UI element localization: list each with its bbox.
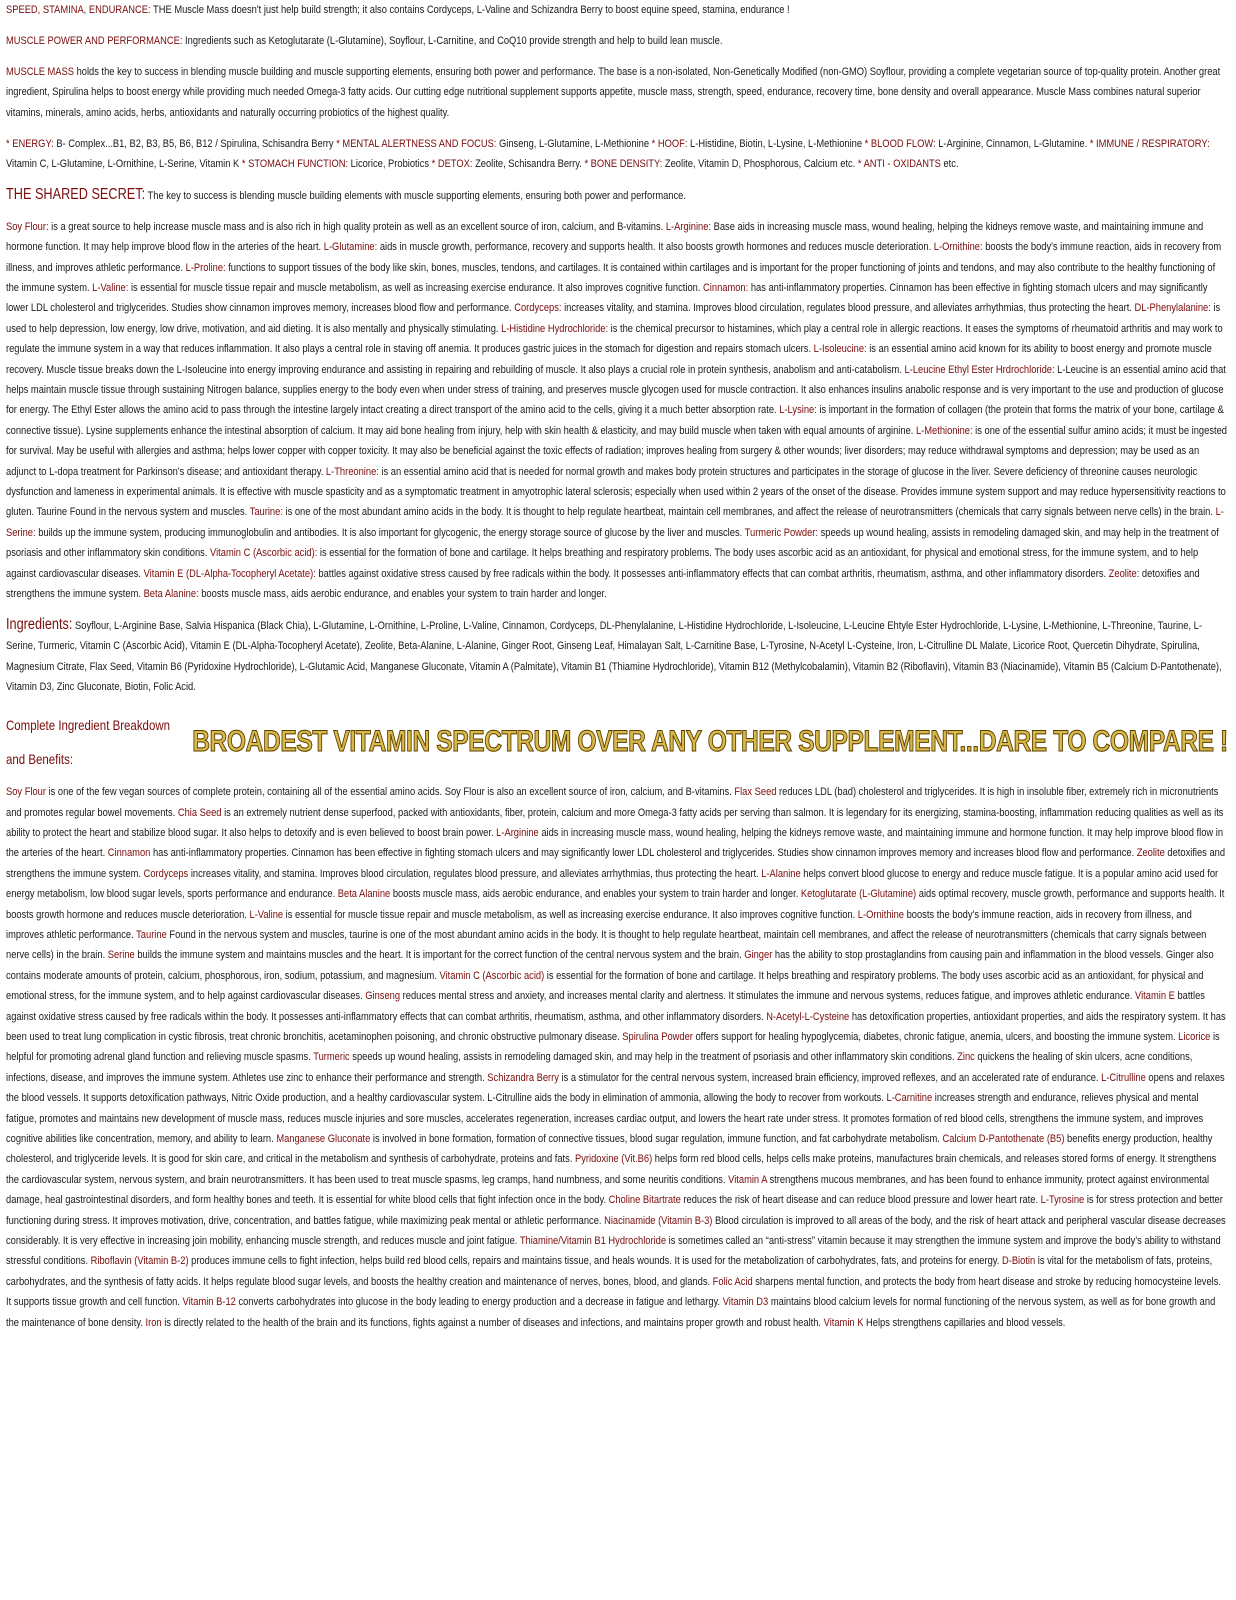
complete-description: Found in the nervous system and muscles, taurine is one of the most abundant amino acids in the body. It is thought to help regulate heartbeat, maintain cell membranes, and affect the release of neurotransmitters (chemicals that carry signals between nerve cells) in the brain. [6,928,1207,962]
complete-term: L-Carnitine [886,1092,933,1105]
shared-description: is essential for muscle tissue repair and muscle metabolism, as well as increasing exercise endurance. It also improves cognitive function. [128,281,704,294]
benefits-paragraph [6,134,1228,175]
shared-description: is the chemical precursor to histamines, which play a central role in allergic reactions. It eases the symptoms of rheumatoid arthritis and may work to regulate the immune system in a way that reduces inflammation. It also plays a central role in staving off anemia. It produces gastric juices in the stomach for digestion and repairs stomach ulcers. [6,322,1223,356]
speed-paragraph [6,0,1228,20]
complete-term: Vitamin C (Ascorbic acid) [439,969,545,982]
complete-term: Serine [107,949,135,962]
complete-term: Calcium D-Pantothenate (B5) [942,1133,1065,1145]
shared-term: Turmeric Powder: [744,526,819,539]
shared-description: battles against oxidative stress caused by free radicals within the body. It possesses anti-inflammatory effects that can combat arthritis, rheumatism, asthma, and other inflammatory disorders. [315,567,1109,580]
shared-term: L-Arginine: [665,220,712,233]
complete-term: Schizandra Berry [487,1071,559,1084]
complete-description: helps form red blood cells, helps cells make proteins, manufactures brain chemicals, and releases stored forms of energy. It strengthens the cardiovascular system, nervous system, and brain neurotransmitters. It has been used to treat muscle spasms, leg cramps, hand numbness, and some neuritis conditions. [6,1153,1217,1186]
benefits-description: etc. [940,157,959,170]
shared-term: Soy Flour: [6,220,49,233]
complete-description: reduces mental stress and anxiety, and increases mental clarity and alertness. It stimulates the immune and nervous systems, reduces fatigue, and improves athletic endurance. [400,990,1136,1003]
benefits-term: * ANTI - OXIDANTS [857,157,941,170]
complete-description: boosts muscle mass, aids aerobic endurance, and enables your system to train harder and longer. [390,888,801,901]
complete-description: is involved in bone formation, formation of connective tissues, blood sugar regulation, immune function, and fat carbohydrate metabolism. [370,1133,943,1145]
benefits-term: * ENERGY: [6,137,54,150]
shared-description: detoxifies and strengthens the immune system. [6,567,1200,601]
complete-term: Vitamin B-12 [182,1296,236,1309]
complete-description: is one of the few vegan sources of complete protein, containing all of the essential amino acids. Soy Flour is also an excellent source of iron, calcium, and B-vitamins. [45,786,735,799]
ingredients-heading: Ingredients: [6,615,73,633]
complete-description: is an extremely nutrient dense superfood, packed with antioxidants, fiber, protein, calcium and more Omega-3 fatty acids per serving than salmon. It is legendary for its energizing, stamina-boosting, inflammation reducing qualities as well as its ability to protect the heart and stabilize blood sugar. It also helps to detoxify and is even believed to boost brain power. [6,806,1224,839]
shared-term: Cinnamon: [703,281,749,294]
complete-description: produces immune cells to fight infection, helps build red blood cells, repairs and maintains tissue, and heals wounds. It is used for the metabolization of carbohydrates, fats, and proteins for energy. [188,1255,1002,1268]
shared-term: DL-Phenylalanine: [1134,302,1211,315]
benefits-description: Zeolite, Schisandra Berry. [472,157,585,170]
shared-description: boosts muscle mass, aids aerobic endurance, and enables your system to train harder and longer. [198,588,607,601]
ingredients-paragraph [6,615,1228,698]
shared-description: is one of the most abundant amino acids in the body. It is thought to help regulate heartbeat, maintain cell membranes, and affect the release of neurotransmitters (chemicals that carry signals between nerve cells) in the brain. [282,506,1216,519]
complete-description: is a stimulator for the central nervous system, increased brain efficiency, improved reflexes, and an accelerated rate of endurance. [558,1071,1102,1084]
complete-description: converts carbohydrates into glucose in the body leading to energy production and a decrease in fatigue and lethargy. [235,1296,723,1309]
complete-term: L-Alanine [761,867,801,880]
complete-description: opens and relaxes the blood vessels. It supports detoxification pathways, Nitric Oxide production, and a healthy cardiovascular system. L-Citrulline aids the body in elimination of ammonia, allowing the body to recover from workouts. [6,1071,1225,1105]
complete-term: Taurine [136,928,167,941]
shared-term: L-Glutamine: [323,241,378,254]
complete-term: Vitamin K [823,1316,864,1329]
shared-term: L-Proline: [185,261,226,274]
shared-description: speeds up wound healing, assists in remodeling damaged skin, and may help in the treatment of psoriasis and other inflammatory skin conditions. [6,526,1219,560]
shared-term: Cordyceps: [514,302,562,315]
complete-description: sharpens mental function, and protects the body from heart disease and stroke by reducing homocysteine levels. It supports tissue growth and cell function. [6,1275,1221,1309]
benefits-description: Vitamin C, L-Glutamine, L-Ornithine, L-Serine, Vitamin K [6,157,242,170]
complete-term: Turmeric [313,1051,350,1064]
mass-heading: MUSCLE MASS [6,65,74,78]
complete-term: Zeolite [1136,847,1165,860]
complete-description: builds the immune system and maintains muscles and the heart. It is important for the correct function of the central nervous system and the brain. [134,949,745,962]
complete-description: is sometimes called an “anti-stress” vitamin because it may strengthen the immune system and improve the body's ability to withstand stressful conditions. [6,1235,1221,1268]
shared-description: is one of the essential sulfur amino acids; it must be ingested for survival. May be useful with allergies and asthma; helps lower copper with copper toxicity. It may also be beneficial against the toxic effects of radiation; improves healing from surgery & other wounds; liver disorders; may reduce withdrawal symptoms and depression; may be used as an adjunct to L-dopa treatment for Parkinson's disease; and antioxidant therapy. [6,424,1227,478]
breakdown-heading: Complete Ingredient Breakdown and Benefits: [6,717,171,768]
shared-term: Taurine: [249,506,283,519]
complete-description: offers support for healing hypoglycemia, diabetes, chronic fatigue, anemia, ulcers, and boosting the immune system. [692,1030,1179,1043]
shared-term: L-Isoleucine: [813,343,867,356]
shared-description: has anti-inflammatory properties. Cinnamon has been effective in fighting stomach ulcers and may significantly lower LDL cholesterol and triglycerides. Studies show cinnamon improves memory, increases blood flow and performance. [6,281,1208,315]
shared-description: boosts the body's immune reaction, aids in recovery from illness, and improves athletic performance. [6,241,1222,274]
complete-term: L-Arginine [496,826,539,839]
complete-description: quickens the healing of skin ulcers, acne conditions, infections, disease, and improves the immune system. Athletes use zinc to enhance their performance and strength. [6,1051,1193,1084]
complete-description: strengthens mucous membranes, and has been found to enhance immunity, protect against environmental damage, heal gastrointestinal disorders, and form healthy bones and teeth. It is essential for white blood cells that fight infection once in the body. [6,1173,1210,1207]
secret-text: The key to success is blending muscle building elements with muscle supporting elements, ensuring both power and performance. [145,189,686,202]
complete-description: Blood circulation is improved to all areas of the body, and the risk of heart attack and peripheral vascular disease decreases considerably. It is very effective in increasing join mobility, enhancing muscle strength, and reduces muscle and joint fatigue. [6,1214,1226,1248]
power-text: Ingredients such as Ketoglutarate (L-Glutamine), Soyflour, L-Carnitine, and CoQ10 provide strength and help to build lean muscle. [182,34,723,47]
shared-term: Zeolite: [1108,567,1140,580]
complete-description: has detoxification properties, antioxidant properties, and aids the respiratory system. It has been used to treat lung complication in cystic fibrosis, treat chronic bronchitis, acetaminophen poisoning, and chronic obstructive pulmonary disease. [6,1010,1226,1043]
complete-term: L-Ornithine [857,908,904,921]
shared-description: builds up the immune system, producing immunoglobulin and antibodies. It is also important for glycogenic, the energy storage source of glucose by the liver and muscles. [35,526,745,539]
shared-term: Vitamin E (DL-Alpha-Tocopheryl Acetate): [143,567,316,580]
complete-term: Cinnamon [107,847,151,860]
power-paragraph [6,31,1228,51]
complete-description: has the ability to stop prostaglandins from causing pain and inflammation in the blood vessels. Ginger also contains moderate amounts of protein, calcium, phosphorous, iron, sodium, potassium, and magnesium. [6,949,1214,982]
shared-description: functions to support tissues of the body like skin, bones, muscles, tendons, and cartilages. It is contained within cartilages and is important for the proper functioning of joints and tendons, and may also contribute to the healthy functioning of the immune system. [6,261,1216,294]
complete-description: is helpful for promoting adrenal gland function and relieving muscle spasms. [6,1030,1220,1064]
shared-description: Base aids in increasing muscle mass, wound healing, helping the kidneys remove waste, and maintaining immune and hormone function. It may help improve blood flow in the arteries of the heart. [6,220,1204,254]
shared-description: is important in the formation of collagen (the protein that forms the matrix of your bone, cartilage & connective tissue). Lysine supplements enhance the intestinal absorption of calcium. It may aid bone healing from injury, help with skin health & elasticity, and may build muscle when taken with equal amounts of arginine. [6,404,1224,437]
benefits-term: * STOMACH FUNCTION: [241,157,349,170]
complete-term: Ginseng [365,990,401,1003]
shared-term: Vitamin C (Ascorbic acid): [210,547,318,560]
complete-term: Pyridoxine (Vit.B6) [575,1153,653,1166]
benefits-term: * HOOF: [651,137,688,150]
shared-secret-details [6,217,1228,605]
complete-description: is vital for the metabolism of fats, proteins, carbohydrates, and the synthesis of fatty acids. It helps regulate blood sugar levels, and boosts the healthy creation and maintenance of nerves, bones, blood, and glands. [6,1255,1213,1288]
benefits-description: B- Complex...B1, B2, B3, B5, B6, B12 / Spirulina, Schisandra Berry [53,137,337,150]
benefits-term: * BONE DENSITY: [584,157,663,170]
complete-description: Helps strengthens capillaries and blood vessels. [863,1316,1066,1329]
shared-term: L-Threonine: [325,465,379,478]
complete-description: has anti-inflammatory properties. Cinnamon has been effective in fighting stomach ulcers and may significantly lower LDL cholesterol and triglycerides. Studies show cinnamon improves memory and increases blood flow and performance. [150,847,1137,860]
complete-term: L-Valine [249,908,284,921]
complete-term: Folic Acid [712,1275,753,1288]
complete-description: aids optimal recovery, muscle growth, performance and supports health. It boosts growth hormone and reduces muscle deterioration. [6,888,1225,921]
complete-term: Thiamine/Vitamin B1 Hydrochloride [519,1235,667,1248]
mass-paragraph [6,62,1228,123]
complete-description: battles against oxidative stress caused by free radicals within the body. It possesses anti-inflammatory effects that can combat arthritis, rheumatism, asthma, and other inflammatory disorders. [6,990,1205,1023]
ingredients-text: Soyflour, L-Arginine Base, Salvia Hispanica (Black Chia), L-Glutamine, L-Ornithine, L-Proline, L-Valine, Cinnamon, Cordyceps, DL-Phenylalanine, L-Histidine Hydrochloride, L-Isoleucine, L-Leucine Ehtyle Ester Hydrochloride, L-Lysine, L-Methionine, L-Threonine, Taurine, L-Serine, Turmeric, Vitamin C (Ascorbic Acid), Vitamin E (DL-Alpha-Tocopheryl Acetate), Zeolite, Beta-Alanine, L-Alanine, Ginger Root, Ginseng Leaf, Himalayan Salt, L-Carnitine Base, L-Tyrosine, N-Acetyl L-Cysteine, Iron, L-Citrulline DL Malate, Licorice Root, Quercetin Dihydrate, Spirulina, Magnesium Citrate, Flax Seed, Vitamin B6 (Pyridoxine Hydrochloride), L-Glutamic Acid, Manganese Gluconate, Vitamin A (Palmitate), Vitamin B1 (Thiamine Hydrochloride), Vitamin B12 (Methylcobalamin), Vitamin B2 (Riboflavin), Vitamin B3 (Niacinamide), Vitamin B5 (Calcium D-Pantothenate), Vitamin D3, Zinc Gluconate, Biotin, Folic Acid. [6,619,1222,694]
complete-term: Iron [145,1316,162,1329]
shared-term: L-Ornithine: [933,241,983,254]
benefits-description: Ginseng, L-Glutamine, L-Methionine [496,137,652,150]
complete-term: N-Acetyl-L-Cysteine [766,1010,850,1023]
complete-term: Chia Seed [177,806,222,819]
complete-term: Flax Seed [734,786,777,799]
complete-term: Vitamin E [1135,990,1175,1003]
complete-term: Ginger [744,949,773,962]
benefits-term: * BLOOD FLOW: [864,137,936,150]
benefits-term: * MENTAL ALERTNESS AND FOCUS: [336,137,497,150]
complete-description: increases vitality, and stamina. Improves blood circulation, regulates blood pressure, and alleviates arrhythmias, thus protecting the heart. [188,867,762,880]
shared-description: is essential for the formation of bone and cartilage. It helps breathing and respiratory problems. The body uses ascorbic acid as an antioxidant, for physical and emotional stress, for the immune system, and to help against cardiovascular diseases. [6,547,1199,580]
shared-term: Beta Alanine: [143,588,199,601]
benefits-description: L-Arginine, Cinnamon, L-Glutamine. [935,137,1090,150]
complete-breakdown [6,782,1228,1333]
complete-term: Vitamin A [728,1173,767,1186]
breakdown-header [6,708,1228,776]
complete-term: Cordyceps [143,867,189,880]
complete-term: Choline Bitartrate [608,1194,681,1207]
benefits-description: Zeolite, Vitamin D, Phosphorous, Calcium etc. [662,157,858,170]
shared-term: L-Leucine Ethyl Ester Hrdrochloride: [904,363,1055,376]
complete-term: Licorice [1178,1030,1211,1043]
secret-heading: THE SHARED SECRET: [6,185,146,203]
complete-term: L-Tyrosine [1040,1194,1085,1207]
complete-description: helps convert blood glucose to energy and reduce muscle fatigue. It is a popular amino acid used for energy metabolism, low blood sugar levels, sports performance and endurance. [6,867,1219,901]
shared-description: L-Leucine is an essential amino acid that helps maintain muscle tissue through sustaining Nitrogen balance, supplies energy to the body even when under stress of training, and preserves muscle glycogen used for muscle contraction. It also enhances insulins anabolic response and is very important to the use and production of glucose for energy. The Ethyl Ester allows the amino acid to pass through the intestine largely intact creating a direct transport of the amino acid to the cells, giving it a much better absorption rate. [6,363,1226,417]
complete-term: Spirulina Powder [622,1030,693,1043]
complete-term: L-Citrulline [1101,1071,1146,1084]
benefits-term: * DETOX: [431,157,473,170]
benefits-description: L-Histidine, Biotin, L-Lysine, L-Methionine [687,137,865,150]
complete-term: Riboflavin (Vitamin B-2) [90,1255,189,1268]
complete-description: maintains blood calcium levels for normal functioning of the nervous system, as well as for bone growth and the maintenance of bone density. [6,1296,1216,1329]
complete-term: Zinc [957,1051,975,1064]
complete-term: Ketoglutarate (L-Glutamine) [800,888,917,901]
shared-description: aids in muscle growth, performance, recovery and supports health. It also boosts growth hormones and reduces muscle deterioration. [377,241,934,254]
complete-term: Soy Flour [6,786,46,799]
complete-term: Manganese Gluconate [276,1133,371,1145]
complete-description: benefits energy production, healthy cholesterol, and triglyceride levels. It is good for skin care, and critical in the metabolism and synthesis of carbohydrate, proteins and fats. [6,1133,1213,1166]
complete-description: speeds up wound healing, assists in remodeling damaged skin, and may help in the treatment of psoriasis and other inflammatory skin conditions. [349,1051,958,1064]
speed-text: THE Muscle Mass doesn't just help build strength; it also contains Cordyceps, L-Valine and Schizandra Berry to boost equine speed, stamina, endurance ! [150,4,790,16]
vitamin-spectrum-banner: BROADEST VITAMIN SPECTRUM OVER ANY OTHER SUPPLEMENT...DARE TO COMPARE ! [192,725,1228,759]
complete-description: is essential for muscle tissue repair and muscle metabolism, as well as increasing exercise endurance. It also improves cognitive function. [283,908,858,921]
complete-term: D-Biotin [1001,1255,1036,1268]
shared-description: increases vitality, and stamina. Improves blood circulation, regulates blood pressure, and alleviates arrhythmias, thus protecting the heart. [561,302,1135,315]
speed-heading: SPEED, STAMINA, ENDURANCE: [6,4,151,16]
shared-term: L-Methionine: [915,424,973,437]
complete-term: Vitamin D3 [722,1296,769,1309]
shared-term: L-Valine: [92,281,129,294]
complete-term: Niacinamide (Vitamin B-3) [604,1214,713,1227]
complete-description: reduces the risk of heart disease and can reduce blood pressure and lower heart rate. [680,1194,1041,1207]
shared-term: L-Histidine Hydrochloride: [501,322,609,335]
complete-description: reduces LDL (bad) cholesterol and triglycerides. It is high in insoluble fiber, extremely rich in micronutrients and promotes regular bowel movements. [6,786,1219,819]
shared-description: is an essential amino acid known for its ability to boost energy and promote muscle recovery. Muscle tissue breaks down the L-Isoleucine into energy improving endurance and assisting in repairing and rebuilding of muscle. It also plays a crucial role in protein synthesis, anabolism and anti-catabolism. [6,343,1212,376]
secret-paragraph [6,185,1228,206]
complete-description: boosts the body's immune reaction, aids in recovery from illness, and improves athletic performance. [6,908,1192,941]
complete-description: is essential for the formation of bone and cartilage. It helps breathing and respiratory problems. The body uses ascorbic acid as an antioxidant, for physical and emotional stress, for the immune system, and to help against cardiovascular diseases. [6,969,1204,1003]
complete-description: is directly related to the health of the brain and its functions, fights against a number of diseases and infections, and maintains proper growth and robust health. [161,1316,824,1329]
complete-description: detoxifies and strengthens the immune system. [6,847,1226,880]
mass-text: holds the key to success in blending muscle building and muscle supporting elements, ensuring both power and performance. The base is a non-isolated, Non-Genetically Modified (non-GMO) Soyflour, providing a complete vegetarian source of top-quality protein. Another great ingredient, Spirulina helps to boost energy while providing much needed Omega-3 fatty acids. Our cutting edge nutritional supplement supports appetite, muscle mass, strength, speed, endurance, recovery time, bone density and overall appearance. Muscle Mass combines natural superior vitamins, minerals, amino acids, herbs, antioxidants and naturally occurring probiotics of the highest quality. [6,65,1221,119]
complete-description: increases strength and endurance, relieves physical and mental fatigue, promotes and maintains new development of muscle mass, reduces muscle injuries and sore muscles, accelerates regeneration, increases cardiac output, and lowers the heart rate under stress. It promotes formation of red blood cells, strengthens the immune system, and improves cognitive abilities like concentration, memory, and ability to learn. [6,1092,1204,1145]
benefits-description: Licorice, Probiotics [348,157,432,170]
complete-description: aids in increasing muscle mass, wound healing, helping the kidneys remove waste, and maintaining immune and hormone function. It may help improve blood flow in the arteries of the heart. [6,826,1224,860]
power-heading: MUSCLE POWER AND PERFORMANCE: [6,34,183,47]
document [6,0,1228,1333]
shared-description: is an essential amino acid that is needed for normal growth and makes body protein structures and participates in the storage of glucose in the liver. Severe deficiency of threonine causes neurologic dysfunction and lameness in experimental animals. It is effective with muscle spasticity and as a symptomatic treatment in amyotrophic lateral sclerosis; especially when used within 2 years of the onset of the disease. Provides immune system support and may reduce hypersensitivity reactions to gluten. Taurine Found in the nervous system and muscles. [6,465,1226,519]
shared-description: is used to help depression, low energy, low drive, motivation, and aid dieting. It is also mentally and physically stimulating. [6,302,1221,335]
shared-description: is a great source to help increase muscle mass and is also rich in high quality protein as well as an excellent source of iron, calcium, and B-vitamins. [48,220,666,233]
complete-term: Beta Alanine [337,888,391,901]
shared-term: L-Serine: [6,506,1224,539]
complete-description: is for stress protection and better functioning during stress. It improves motivation, drive, concentration, and battles fatigue, while maximizing peak mental or athletic performance. [6,1194,1223,1227]
shared-term: L-Lysine: [779,404,817,417]
benefits-term: * IMMUNE / RESPIRATORY: [1089,137,1210,150]
